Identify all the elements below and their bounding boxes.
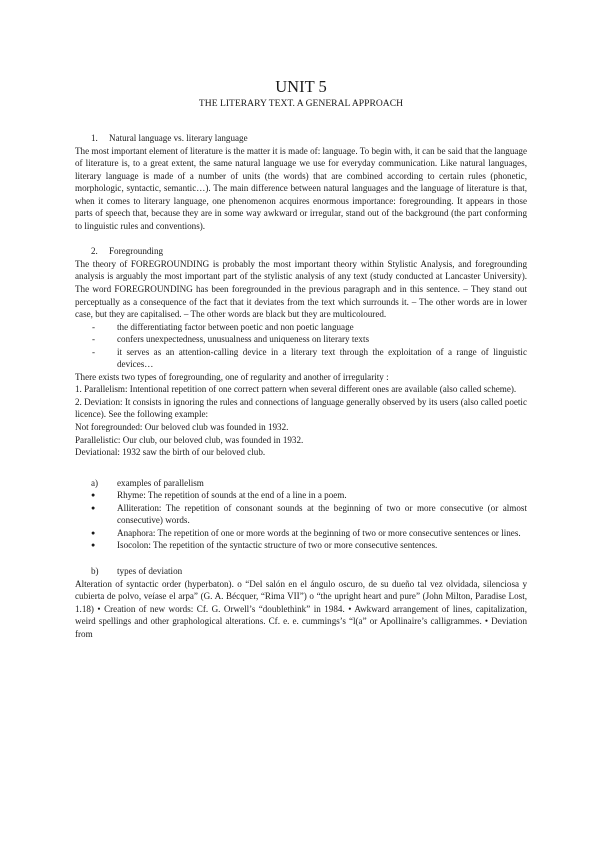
section-1-title: Natural language vs. literary language bbox=[109, 133, 248, 143]
parallelism-definition: 1. Parallelism: Intentional repetition of one correct pattern when several different ones are available (also called scheme). bbox=[75, 384, 517, 395]
section-1-number: 1. bbox=[91, 133, 98, 143]
section-1-body: The most important element of literature is the matter it is made of: language. To begin with, it can be said that the language of literature is, to a great extent, the same natural language we use for everyday communication. Like natural languages, literary language is made of a number of units (the words) that are combined according to certain rules (phonetic, morphologic, syntactic, semantic…). The main difference between natural languages and the language of literature is that, when it comes to literary language, one phenomenon acquires enormous importance: foregrounding. It appears in those parts of speech that, because they are in some way awkward or irregular, stand out of the background (the part conforming to linguistic rules and conventions). bbox=[75, 145, 527, 231]
example-line: Deviational: 1932 saw the birth of our beloved club. bbox=[75, 447, 266, 458]
foregrounding-features-list bbox=[75, 321, 527, 371]
list-item: ● Isocolon: The repetition of the syntactic structure of two or more consecutive sentences. bbox=[91, 539, 527, 552]
subsection-a-heading bbox=[75, 477, 527, 490]
parallelism-examples-list bbox=[75, 489, 527, 552]
subsection-a-title: examples of parallelism bbox=[117, 477, 204, 488]
foregrounding-types-intro: There exists two types of foregrounding, one of regularity and another of irregularity : bbox=[75, 371, 389, 382]
section-2-body: The theory of FOREGROUNDING is probably the most important theory within Stylistic Analysis, and foregrounding analysis is arguably the most important part of the stylistic analysis of any text (study conducted at Lancaster University). The word FOREGROUNDING has been foregrounded in the previous paragraph and in this sentence. – They stand out perceptually as a consequence of the fact that it deviates from the text which surrounds it. – The other words are in lower case, but they are capitalised. – The other words are black but they are multicoloured. bbox=[75, 258, 527, 320]
subsection-a-letter: a) bbox=[91, 477, 99, 488]
example-line: Not foregrounded: Our beloved club was founded in 1932. bbox=[75, 422, 289, 433]
example-line: Parallelistic: Our club, our beloved club, was founded in 1932. bbox=[75, 434, 304, 445]
section-2-number: 2. bbox=[91, 246, 98, 257]
list-item: ● Rhyme: The repetition of sounds at the end of a line in a poem. bbox=[91, 489, 527, 502]
section-2-title: Foregrounding bbox=[109, 246, 164, 257]
page-subtitle: THE LITERARY TEXT. A GENERAL APPROACH bbox=[198, 98, 404, 109]
section-2-heading bbox=[75, 245, 527, 258]
list-item: ● Alliteration: The repetition of consonant sounds at the beginning of two or more consecutive (or almost consecutive) words. bbox=[91, 502, 527, 527]
list-item: ● Anaphora: The repetition of one or more words at the beginning of two or more consecutive sentences or lines. bbox=[91, 527, 527, 540]
list-item: - confers unexpectedness, unusualness and uniqueness on literary texts bbox=[91, 333, 527, 346]
subsection-b-letter: b) bbox=[91, 565, 99, 576]
list-item: - it serves as an attention-calling device in a literary text through the exploitation of a range of linguistic devices… bbox=[91, 346, 527, 371]
subsection-b-body: Alteration of syntactic order (hyperbaton). o “Del salón en el ángulo oscuro, de su dueño tal vez olvidada, silenciosa y cubierta de polvo, veíase el arpa” (G. A. Bécquer, “Rima VII”) o “the upright heart and pure” (John Milton, Paradise Lost, 1.18) • Creation of new words: Cf. G. Orwell’s “doublethink” in 1984. • Awkward arrangement of lines, capitalization, weird spellings and other graphological alterations. Cf. e. e. cummings’s “l(a” or Apollinaire’s calligrammes. • Deviation from bbox=[75, 578, 527, 639]
section-1-heading bbox=[75, 132, 527, 145]
list-item: - the differentiating factor between poetic and non poetic language bbox=[91, 321, 527, 334]
subsection-b-heading bbox=[75, 565, 527, 578]
page-title: UNIT 5 bbox=[275, 77, 327, 96]
subsection-b-title: types of deviation bbox=[117, 565, 183, 576]
deviation-definition: 2. Deviation: It consists in ignoring the rules and connections of language generally observed by its users (also called poetic licence). See the following example: bbox=[75, 396, 527, 420]
